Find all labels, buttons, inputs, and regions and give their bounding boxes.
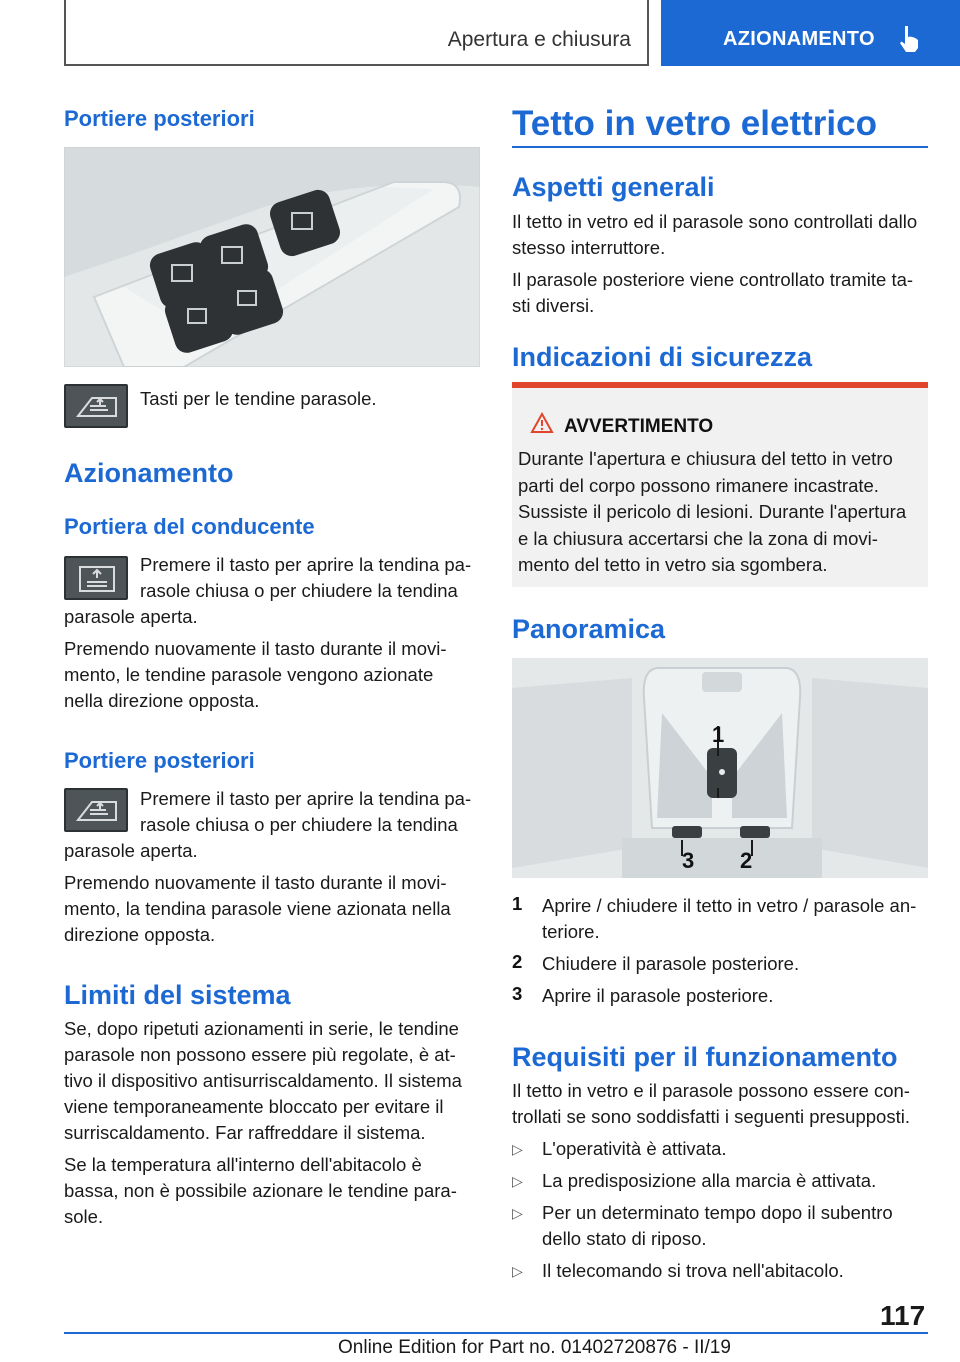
header-section-title: Apertura e chiusura	[447, 28, 631, 51]
heading-operation: Azionamento	[64, 458, 234, 488]
photo-label-2: 2	[740, 848, 753, 873]
legend-num-1: 1	[512, 893, 523, 914]
heading-requirements: Requisiti per il funzionamento	[512, 1042, 898, 1072]
rear-door-sunblind-key-icon	[64, 788, 128, 832]
bullet-arrow-4: ▷	[512, 1263, 523, 1279]
bullet-1: L'operatività è attivata.	[542, 1138, 727, 1159]
driver-para1-line3: parasole aperta.	[64, 606, 198, 627]
warning-line-5: mento del tetto in vetro sia sgombera.	[518, 554, 828, 575]
warning-line-1: Durante l'apertura e chiusura del tetto in vetro	[518, 448, 893, 469]
bullet-4: Il telecomando si trova nell'abitacolo.	[542, 1260, 844, 1281]
heading-driver-door: Portiera del conducente	[64, 514, 315, 539]
limits-para2-line1: Se la temperatura all'interno dell'abitacolo è	[64, 1154, 422, 1175]
warning-line-3: Sussiste il pericolo di lesioni. Durante l'apertura	[518, 501, 907, 522]
limits-para1-line3: tivo il dispositivo antisurriscaldamento. Il sistema	[64, 1070, 462, 1091]
bullet-arrow-2: ▷	[512, 1173, 523, 1189]
roof-console-illustration	[512, 658, 928, 878]
rear-sunblind-key-icon	[64, 384, 128, 428]
limits-para2-line3: sole.	[64, 1206, 104, 1227]
footer-edition: Online Edition for Part no. 01402720876 - II/19	[338, 1337, 731, 1358]
heading-system-limits: Limiti del sistema	[64, 980, 291, 1010]
driver-para2-line2: mento, le tendine parasole vengono azionate	[64, 664, 434, 685]
rear-para1-line3: parasole aperta.	[64, 840, 198, 861]
warning-title: AVVERTIMENTO	[564, 416, 714, 437]
driver-para2-line3: nella direzione opposta.	[64, 690, 260, 711]
rear-para1-line2: rasole chiusa o per chiudere la tendina	[140, 814, 458, 835]
general-para1-line1: Il tetto in vetro ed il parasole sono controllati dallo	[512, 211, 918, 232]
heading-underline	[512, 146, 928, 148]
bullet-arrow-1: ▷	[512, 1141, 523, 1157]
limits-para1-line2: parasole non possono essere più regolate, è at-	[64, 1044, 456, 1065]
bullet-3-line2: dello stato di riposo.	[542, 1228, 707, 1249]
bullet-arrow-3: ▷	[512, 1205, 523, 1221]
requirements-line1: Il tetto in vetro e il parasole possono essere con-	[512, 1080, 910, 1101]
legend-item-1-line1: Aprire / chiudere il tetto in vetro / parasole an-	[542, 895, 917, 916]
buttons-caption: Tasti per le tendine parasole.	[140, 388, 377, 409]
rear-para2-line1: Premendo nuovamente il tasto durante il movi-	[64, 872, 447, 893]
general-para2-line2: sti diversi.	[512, 295, 595, 316]
legend-item-3: Aprire il parasole posteriore.	[542, 985, 774, 1006]
driver-para2-line1: Premendo nuovamente il tasto durante il movi-	[64, 638, 447, 659]
requirements-line2: trollati se sono soddisfatti i seguenti presupposti.	[512, 1106, 910, 1127]
header-chapter-title: AZIONAMENTO	[723, 28, 875, 50]
warning-line-2: parti del corpo possono rimanere incastrate.	[518, 474, 879, 496]
limits-para2-line2: bassa, non è possibile azionare le tendine para-	[64, 1180, 457, 1201]
warning-line-4: e la chiusura accertarsi che la zona di movi-	[518, 527, 878, 549]
warning-box	[512, 382, 928, 587]
legend-num-2: 2	[512, 951, 523, 972]
rear-para1-line1: Premere il tasto per aprire la tendina pa-	[140, 788, 472, 809]
header-chapter-tab[interactable]	[661, 0, 960, 66]
heading-safety: Indicazioni di sicurezza	[512, 342, 813, 372]
general-para1-line2: stesso interruttore.	[512, 237, 666, 258]
heading-general: Aspetti generali	[512, 172, 715, 202]
legend-num-3: 3	[512, 983, 523, 1004]
rear-para2-line2: mento, la tendina parasole viene azionata nella	[64, 898, 451, 919]
rear-para2-line3: direzione opposta.	[64, 924, 216, 945]
door-panel-illustration	[64, 147, 480, 367]
bullet-3-line1: Per un determinato tempo dopo il subentro	[542, 1202, 893, 1223]
heading-overview: Panoramica	[512, 614, 666, 644]
legend-item-2: Chiudere il parasole posteriore.	[542, 953, 800, 974]
page-number: 117	[880, 1300, 926, 1331]
warning-text	[518, 446, 922, 579]
header-section-box	[64, 0, 649, 66]
heading-glass-roof: Tetto in vetro elettrico	[512, 104, 877, 143]
legend-item-1-line2: teriore.	[542, 921, 600, 942]
driver-para1-line2: rasole chiusa o per chiudere la tendina	[140, 580, 458, 601]
photo-label-1: 1	[712, 722, 725, 747]
driver-para1-line1: Premere il tasto per aprire la tendina pa-	[140, 554, 472, 575]
footer-rule	[64, 1332, 928, 1334]
heading-rear-doors-intro: Portiere posteriori	[64, 106, 255, 131]
warning-triangle-icon	[530, 412, 554, 434]
heading-rear-doors: Portiere posteriori	[64, 748, 255, 773]
general-para2-line1: Il parasole posteriore viene controllato tramite ta-	[512, 269, 914, 290]
limits-para1-line4: viene temporaneamente bloccato per evitare il	[64, 1096, 444, 1117]
driver-sunblind-key-icon	[64, 556, 128, 600]
limits-para1-line1: Se, dopo ripetuti azionamenti in serie, le tendine	[64, 1018, 459, 1039]
pointing-hand-icon	[897, 24, 921, 54]
limits-para1-line5: surriscaldamento. Far raffreddare il sistema.	[64, 1122, 426, 1143]
roof-console-photo	[512, 658, 928, 878]
photo-label-3: 3	[682, 848, 695, 873]
door-buttons-photo	[64, 147, 480, 367]
bullet-2: La predisposizione alla marcia è attivata.	[542, 1170, 877, 1191]
